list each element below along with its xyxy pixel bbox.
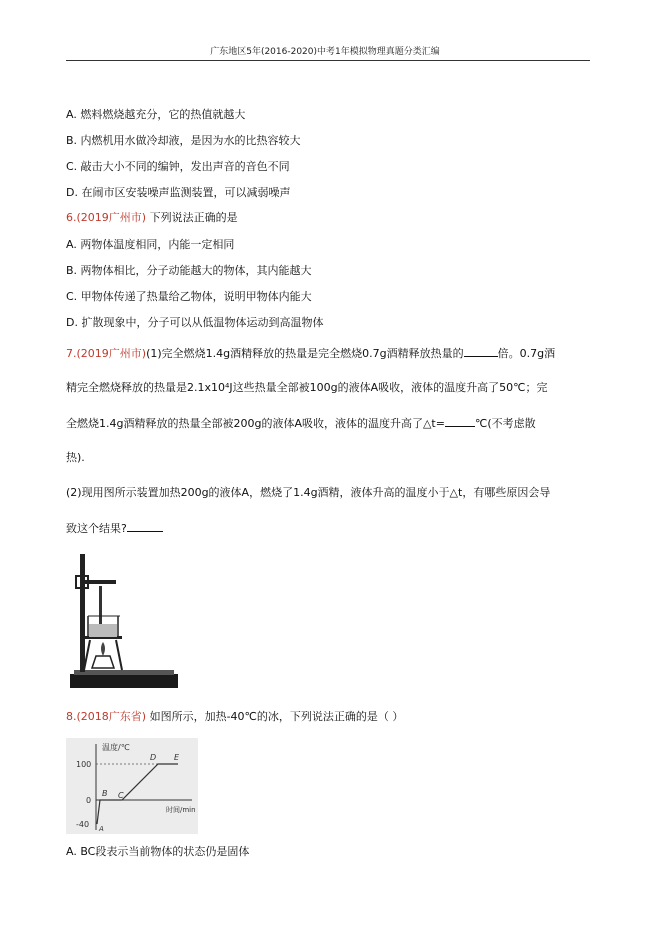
question-7-line-6 (66, 521, 163, 536)
q7-text-1a: (1)完全燃烧1.4g酒精释放的热量是完全燃烧0.7g酒精释放热量的 (146, 347, 464, 360)
q8-source-tag: (2018广东省) (76, 710, 147, 723)
flame (101, 642, 105, 656)
point-a-label: A (99, 825, 104, 833)
question-6 (66, 211, 238, 225)
q5-option-a: A. 燃料燃烧越充分，它的热值就越大 (66, 108, 246, 121)
q7-source-tag: (2019广州市) (76, 347, 147, 360)
beaker-liquid (89, 624, 117, 637)
q7-text-1b: 倍。0.7g酒 (497, 347, 556, 360)
point-c-label: C (118, 791, 124, 800)
q5-option-c: C. 敲击大小不同的编钟，发出声音的音色不同 (66, 160, 290, 173)
q7-text-3a: 全燃烧1.4g酒精释放的热量全部被200g的液体A吸收，液体的温度升高了△t= (66, 417, 445, 430)
stand-rod (80, 554, 85, 672)
q7-number: 7. (66, 347, 77, 360)
q6-stem: 下列说法正确的是 (149, 211, 238, 224)
tick-0: 0 (86, 796, 92, 805)
q8-stem: 如图所示，加热-40℃的冰，下列说法正确的是（ ） (149, 710, 404, 723)
q5-option-b: B. 内燃机用水做冷却液，是因为水的比热容较大 (66, 134, 301, 147)
point-e-label: E (174, 753, 180, 762)
q8-number: 8. (66, 710, 77, 723)
question-7-line-1 (66, 346, 555, 361)
q5-option-d: D. 在闹市区安装噪声监测装置，可以减弱噪声 (66, 186, 291, 199)
alcohol-lamp (92, 656, 114, 668)
q6-option-a: A. 两物体温度相同，内能一定相同 (66, 238, 235, 251)
q6-source-tag: (2019广州市) (76, 211, 147, 224)
tick-100: 100 (76, 760, 92, 769)
heating-apparatus-figure (68, 550, 180, 692)
q6-number: 6. (66, 211, 77, 224)
q6-option-c: C. 甲物体传递了热量给乙物体，说明甲物体内能大 (66, 290, 312, 303)
q8-option-a: A. BC段表示当前物体的状态仍是固体 (66, 845, 250, 858)
q7-text-4: 热). (66, 451, 85, 464)
q7-text-5: (2)现用图所示装置加热200g的液体A，燃烧了1.4g酒精，液体升高的温度小于△t，有哪些原因会导 (66, 486, 551, 499)
page-header: 广东地区5年(2016-2020)中考1年模拟物理真题分类汇编 (210, 47, 440, 57)
q6-option-d: D. 扩散现象中，分子可以从低温物体运动到高温物体 (66, 316, 324, 329)
x-axis-label: 时间/min (166, 806, 196, 814)
point-b-label: B (102, 789, 108, 798)
q7-text-3b: ℃(不考虑散 (474, 417, 536, 430)
question-7-line-3 (66, 416, 536, 431)
clamp-arm (80, 580, 116, 584)
question-8 (66, 710, 403, 724)
header-divider (66, 60, 590, 61)
stand-base (70, 674, 178, 688)
q7-text-2: 精完全燃烧释放的热量是2.1x10⁴J这些热量全部被100g的液体A吸收，液体的温度升高了50℃；完 (66, 381, 548, 394)
point-d-label: D (150, 753, 157, 762)
q7-text-6: 致这个结果? (66, 522, 127, 535)
q7-answer-blank-2[interactable] (445, 416, 475, 427)
y-axis-label: 温度/℃ (102, 743, 130, 752)
q7-answer-blank-3[interactable] (127, 521, 163, 532)
temperature-time-graph (66, 738, 198, 834)
tick-neg40: -40 (76, 820, 90, 829)
q6-option-b: B. 两物体相比，分子动能越大的物体，其内能越大 (66, 264, 312, 277)
q7-answer-blank-1[interactable] (464, 346, 498, 357)
